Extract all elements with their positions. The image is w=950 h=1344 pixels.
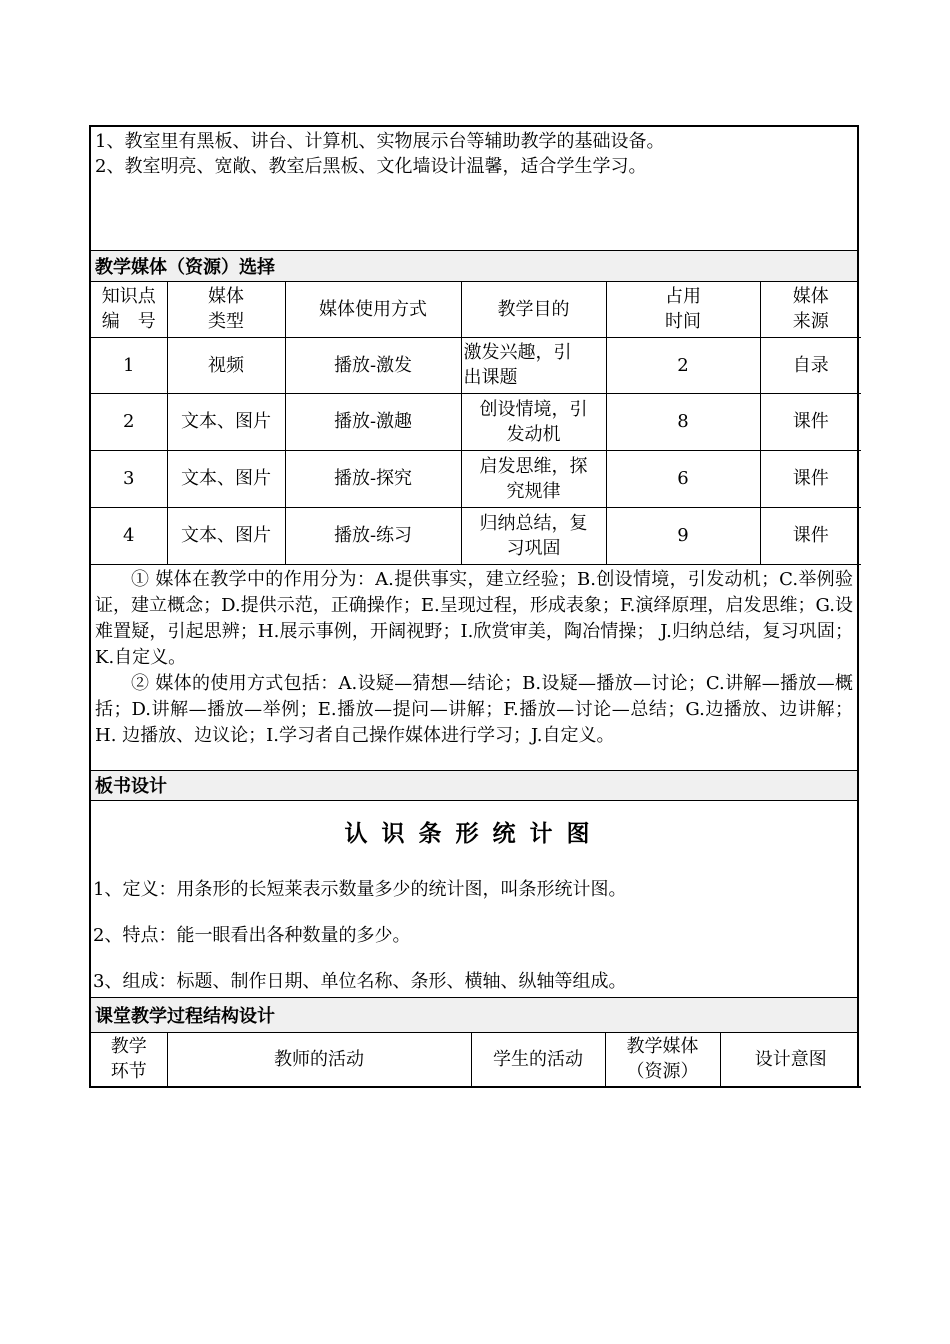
process-structure-table (91, 1033, 861, 1088)
table-row (91, 393, 861, 450)
board-section-heading: 板书设计 (91, 771, 857, 801)
media-usage-note: ② 媒体的使用方式包括：A.设疑—猜想—结论；B.设疑—播放—讨论；C.讲解—播放—概括；D.讲解—播放—举例；E.播放—提问—讲解；F.播放—讨论—总结；G.边播放、边讲解；H. 边播放、边议论；I.学习者自己操作媒体进行学习；J.自定义。 (95, 672, 853, 746)
cell-time: 2 (606, 337, 760, 393)
cell-time: 6 (606, 450, 760, 507)
board-line-definition: 1、定义：用条形的长短莱表示数量多少的统计图，叫条形统计图。 (93, 878, 627, 900)
cell-purpose: 启发思维，探 究规律 (461, 450, 606, 507)
media-table-header-row (91, 282, 861, 337)
cell-source: 课件 (760, 393, 861, 450)
board-title: 认识条形统计图 (344, 820, 604, 847)
cell-usage: 播放-激趣 (285, 393, 461, 450)
cell-purpose: 激发兴趣，引 出课题 (461, 337, 606, 393)
cell-purpose: 创设情境，引 发动机 (461, 393, 606, 450)
header-teacher-activity: 教师的活动 (167, 1033, 471, 1087)
cell-no: 1 (91, 337, 167, 393)
environment-line-1: 1、教室里有黑板、讲台、计算机、实物展示台等辅助教学的基础设备。 (95, 131, 665, 152)
process-section-heading: 课堂教学过程结构设计 (91, 998, 857, 1033)
media-notes (91, 565, 857, 771)
header-teaching-purpose: 教学目的 (461, 282, 606, 337)
cell-type: 文本、图片 (167, 507, 285, 564)
teaching-environment-cell (91, 127, 857, 251)
header-student-activity: 学生的活动 (471, 1033, 605, 1087)
process-table-header-row (91, 1033, 861, 1087)
header-teaching-stage: 教学 环节 (91, 1033, 167, 1087)
environment-line-2: 2、教室明亮、宽敞、教室后黑板、文化墙设计温馨，适合学生学习。 (95, 156, 647, 177)
header-design-intent: 设计意图 (720, 1033, 861, 1087)
header-media-usage: 媒体使用方式 (285, 282, 461, 337)
board-line-feature: 2、特点：能一眼看出各种数量的多少。 (93, 924, 411, 946)
cell-purpose: 归纳总结，复 习巩固 (461, 507, 606, 564)
cell-source: 自录 (760, 337, 861, 393)
cell-usage: 播放-激发 (285, 337, 461, 393)
board-line-composition: 3、组成：标题、制作日期、单位名称、条形、横轴、纵轴等组成。 (93, 970, 627, 992)
media-selection-table (91, 282, 861, 565)
header-teaching-media: 教学媒体 （资源） (605, 1033, 720, 1087)
header-time-used: 占用 时间 (606, 282, 760, 337)
table-row (91, 450, 861, 507)
table-row (91, 337, 861, 393)
media-section-heading: 教学媒体（资源）选择 (91, 251, 857, 282)
cell-type: 视频 (167, 337, 285, 393)
cell-no: 3 (91, 450, 167, 507)
cell-usage: 播放-练习 (285, 507, 461, 564)
cell-type: 文本、图片 (167, 393, 285, 450)
cell-source: 课件 (760, 507, 861, 564)
board-design-cell (91, 801, 857, 998)
cell-no: 4 (91, 507, 167, 564)
lesson-plan-document (89, 125, 859, 1088)
header-knowledge-point-no: 知识点 编 号 (91, 282, 167, 337)
table-row (91, 507, 861, 564)
cell-time: 9 (606, 507, 760, 564)
media-function-note: ① 媒体在教学中的作用分为：A.提供事实，建立经验；B.创设情境，引发动机；C.举例验证，建立概念；D.提供示范，正确操作；E.呈现过程，形成表象；F.演绎原理，启发思维；G.设难置疑，引起思辨；H.展示事例，开阔视野；I.欣赏审美，陶冶情操； J.归纳总结，复习巩固； K.自定义。 (95, 568, 853, 668)
cell-no: 2 (91, 393, 167, 450)
cell-source: 课件 (760, 450, 861, 507)
cell-type: 文本、图片 (167, 450, 285, 507)
header-media-source: 媒体 来源 (760, 282, 861, 337)
header-media-type: 媒体 类型 (167, 282, 285, 337)
cell-usage: 播放-探究 (285, 450, 461, 507)
cell-time: 8 (606, 393, 760, 450)
